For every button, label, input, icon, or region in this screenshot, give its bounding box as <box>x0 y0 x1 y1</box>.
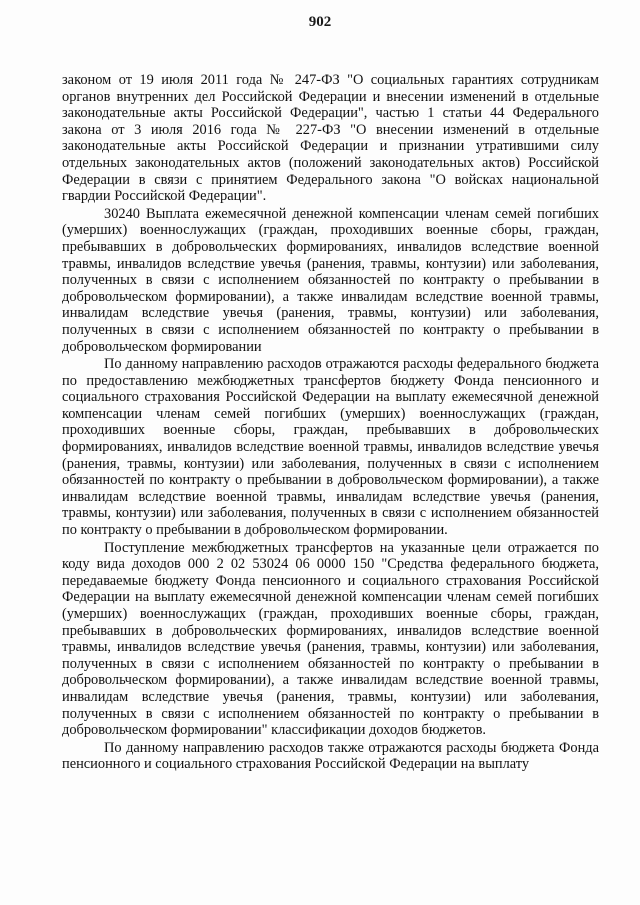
page-number: 902 <box>308 14 332 30</box>
paragraph-expenses-description: По данному направлению расходов отражаются расходы федерального бюджета по предоставлению межбюджетных трансфертов бюджету Фонда пенсионного и социального страхования Российской Федерации на выплату ежемесячной денежной компенсации членам семей погибших (умерших) военнослужащих (граждан, проходивших военные сборы, граждан, пребывавших в добровольческих формированиях, инвалидов вследствие военной травмы, инвалидов вследствие увечья (ранения, травмы, контузии) или заболевания, полученных в связи с исполнением обязанностей по контракту о пребывании в добровольческом формировании), а также инвалидам вследствие военной травмы, инвалидам вследствие увечья (ранения, травмы, контузии) или заболевания, полученных в связи с исполнением обязанностей по контракту о пребывании в добровольческом формировании. <box>62 356 599 539</box>
paragraph-additional-expenses: По данному направлению расходов также отражаются расходы бюджета Фонда пенсионного и социального страхования Российской Федерации на выплату <box>62 739 599 773</box>
paragraph-law-reference: законом от 19 июля 2011 года № 247-ФЗ "О социальных гарантиях сотрудникам органов внутренних дел Российской Федерации и внесении изменений в отдельные законодательные акты Российской Федерации", частью 1 статьи 44 Федерального закона от 3 июля 2016 года № 227-ФЗ "О внесении изменений в отдельные законодательные акты Российской Федерации и признании утратившими силу отдельных законодательных актов (положений законодательных актов) Российской Федерации в связи с принятием Федерального закона "О войсках национальной гвардии Российской Федерации". <box>62 72 599 205</box>
paragraph-30240-heading: 30240 Выплата ежемесячной денежной компенсации членам семей погибших (умерших) военнослужащих (граждан, проходивших военные сборы, граждан, пребывавших в добровольческих формированиях, инвалидов вследствие военной травмы, инвалидов вследствие увечья (ранения, травмы, контузии) или заболевания, полученных в связи с исполнением обязанностей по контракту о пребывании в добровольческом формировании), а также инвалидам вследствие военной травмы, инвалидам вследствие увечья (ранения, травмы, контузии) или заболевания, полученных в связи с исполнением обязанностей по контракту о пребывании в добровольческом формировании <box>62 205 599 355</box>
document-body <box>62 72 599 773</box>
paragraph-income-code: Поступление межбюджетных трансфертов на указанные цели отражается по коду вида доходов 000 2 02 53024 06 0000 150 "Средства федерального бюджета, передаваемые бюджету Фонда пенсионного и социального страхования Российской Федерации на выплату ежемесячной денежной компенсации членам семей погибших (умерших) военнослужащих (граждан, проходивших военные сборы, граждан, пребывавших в добровольческих формированиях, инвалидов вследствие военной травмы, инвалидов вследствие увечья (ранения, травмы, контузии) или заболевания, полученных в связи с исполнением обязанностей по контракту о пребывании в добровольческом формировании), а также инвалидам вследствие военной травмы, инвалидам вследствие увечья (ранения, травмы, контузии) или заболевания, полученных в связи с исполнением обязанностей по контракту о пребывании в добровольческом формировании" классификации доходов бюджетов. <box>62 539 599 739</box>
